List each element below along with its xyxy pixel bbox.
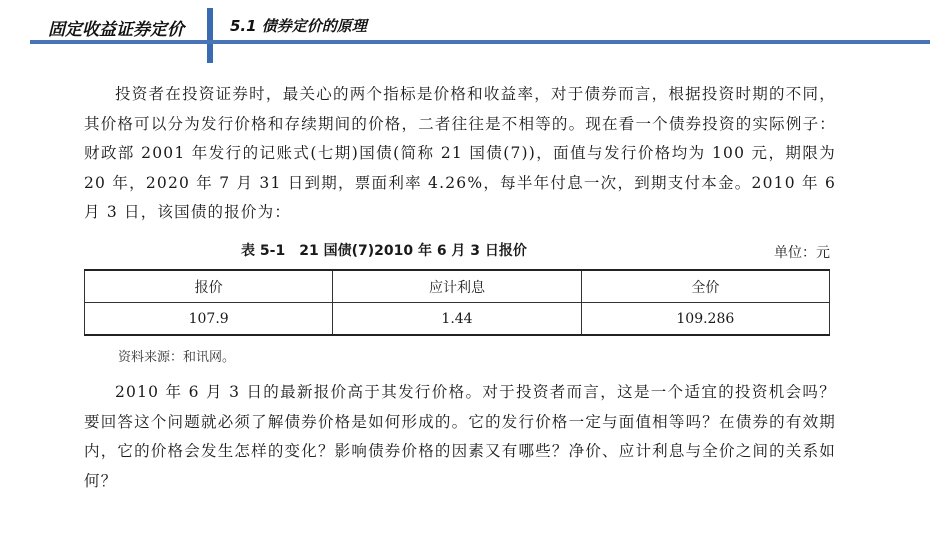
- header-quote: 报价: [85, 270, 333, 303]
- table-source: 资料来源：和讯网。: [118, 350, 236, 365]
- discussion-paragraph: 2010 年 6 月 3 日的最新报价高于其发行价格。对于投资者而言，这是一个适宜的投资机会吗？要回答这个问题就必须了解债券价格是如何形成的。它的发行价格一定与面值相等吗？在债券的有效期内，它的价格会发生怎样的变化？影响债券价格的因素又有哪些？净价、应计利息与全价之间的关系如何？: [84, 383, 836, 490]
- header-divider: [207, 8, 213, 63]
- cell-quote: 107.9: [85, 303, 333, 336]
- course-title: 固定收益证券定价: [48, 20, 184, 40]
- section-title: 5.1 债券定价的原理: [230, 17, 367, 35]
- table-header-row: [85, 270, 830, 303]
- table-unit: 单位：元: [774, 245, 830, 261]
- price-table: [84, 269, 830, 336]
- table-row: [85, 303, 830, 336]
- cell-full-price: 109.286: [581, 303, 829, 336]
- intro-paragraph: 投资者在投资证券时，最关心的两个指标是价格和收益率，对于债券而言，根据投资时期的不同，其价格可以分为发行价格和存续期间的价格，二者往往是不相等的。现在看一个债券投资的实际例子：财政部 2001 年发行的记账式(七期)国债(简称 21 国债(7))，面值与发行价格均为 100 元，期限为 20 年，2020 年 7 月 31 日到期，票面利率 4.26%，每半年付息一次，到期支付本金。2010 年 6 月 3 日，该国债的报价为：: [84, 85, 836, 221]
- table-title: 表 5-1 21 国债(7)2010 年 6 月 3 日报价: [241, 243, 527, 259]
- header-accrued-interest: 应计利息: [333, 270, 581, 303]
- header-rule: [30, 40, 930, 44]
- cell-accrued-interest: 1.44: [333, 303, 581, 336]
- header-full-price: 全价: [581, 270, 829, 303]
